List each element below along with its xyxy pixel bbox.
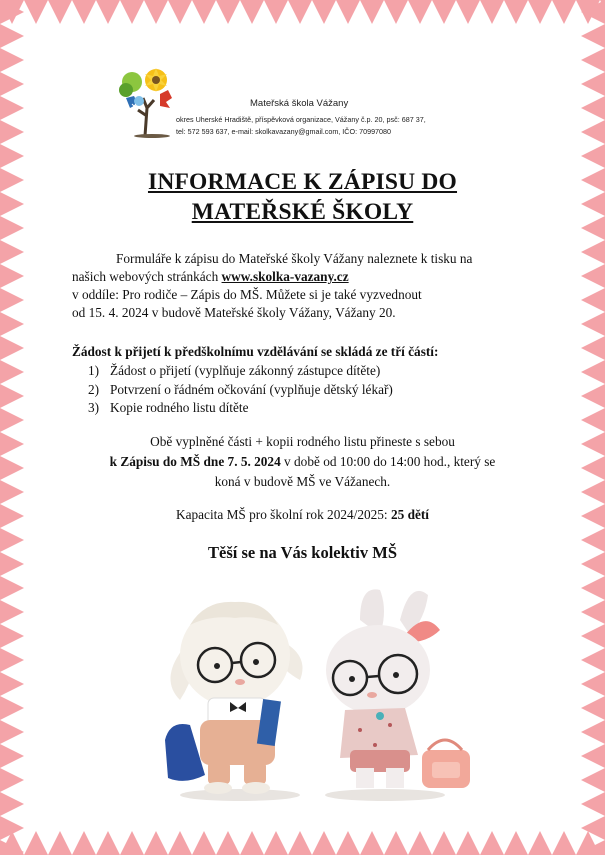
school-contact: tel: 572 593 637, e-mail: skolkavazany@gmail.com, IČO: 70997080 bbox=[176, 127, 392, 136]
school-logo-tree-icon bbox=[112, 68, 182, 138]
enrollment-line1: Obě vyplněné části + kopii rodného listu přineste s sebou bbox=[150, 434, 455, 449]
capacity-value: 25 dětí bbox=[390, 507, 429, 522]
page-title-line1: INFORMACE K ZÁPISU DO bbox=[147, 169, 458, 195]
closing-greeting: Těší se na Vás kolektiv MŠ bbox=[207, 543, 397, 562]
intro-paragraph bbox=[72, 250, 552, 322]
list-item-text: Žádost o přijetí (vyplňuje zákonný zástupce dítěte) bbox=[110, 363, 381, 378]
list-item bbox=[88, 362, 393, 381]
website-link[interactable]: www.skolka-vazany.cz bbox=[221, 269, 349, 284]
intro-line1: Formuláře k zápisu do Mateřské školy Vážany naleznete k tisku na bbox=[116, 251, 473, 266]
application-list bbox=[88, 362, 393, 418]
intro-line3: v oddíle: Pro rodiče – Zápis do MŠ. Můžete si je také vyzvednout bbox=[72, 287, 422, 302]
list-item-number: 3) bbox=[88, 400, 100, 415]
capacity-label: Kapacita MŠ pro školní rok 2024/2025: bbox=[176, 507, 391, 522]
list-item bbox=[88, 381, 393, 400]
intro-line2 bbox=[72, 268, 552, 286]
enrollment-line2 bbox=[0, 452, 605, 472]
enrollment-info bbox=[0, 432, 605, 492]
list-item-text: Kopie rodného listu dítěte bbox=[110, 400, 249, 415]
page-title-line2: MATEŘSKÉ ŠKOLY bbox=[191, 199, 414, 225]
list-item-number: 2) bbox=[88, 381, 100, 397]
intro-line4: od 15. 4. 2024 v budově Mateřské školy Vážany, Vážany 20. bbox=[72, 305, 396, 320]
school-name: Mateřská škola Vážany bbox=[250, 98, 349, 109]
children-illustration bbox=[160, 580, 500, 805]
intro-line2-prefix: našich webových stránkách bbox=[72, 269, 222, 284]
list-item bbox=[88, 399, 393, 418]
school-address: okres Uherské Hradiště, příspěvková organizace, Vážany č.p. 20, psč: 687 37, bbox=[176, 115, 426, 124]
enrollment-line3: koná v budově MŠ ve Vážanech. bbox=[214, 474, 391, 489]
list-item-number: 1) bbox=[88, 363, 100, 378]
enrollment-date: k Zápisu do MŠ dne 7. 5. 2024 bbox=[109, 454, 281, 469]
school-header bbox=[112, 68, 512, 138]
list-item-text: Potvrzení o řádném očkování (vyplňuje dětský lékař) bbox=[110, 381, 393, 397]
capacity-info bbox=[0, 505, 605, 525]
application-heading: Žádost k přijetí k předškolnímu vzdělávání se skládá ze tří částí: bbox=[72, 344, 439, 359]
enrollment-time: v době od 10:00 do 14:00 hod., který se bbox=[280, 454, 496, 469]
